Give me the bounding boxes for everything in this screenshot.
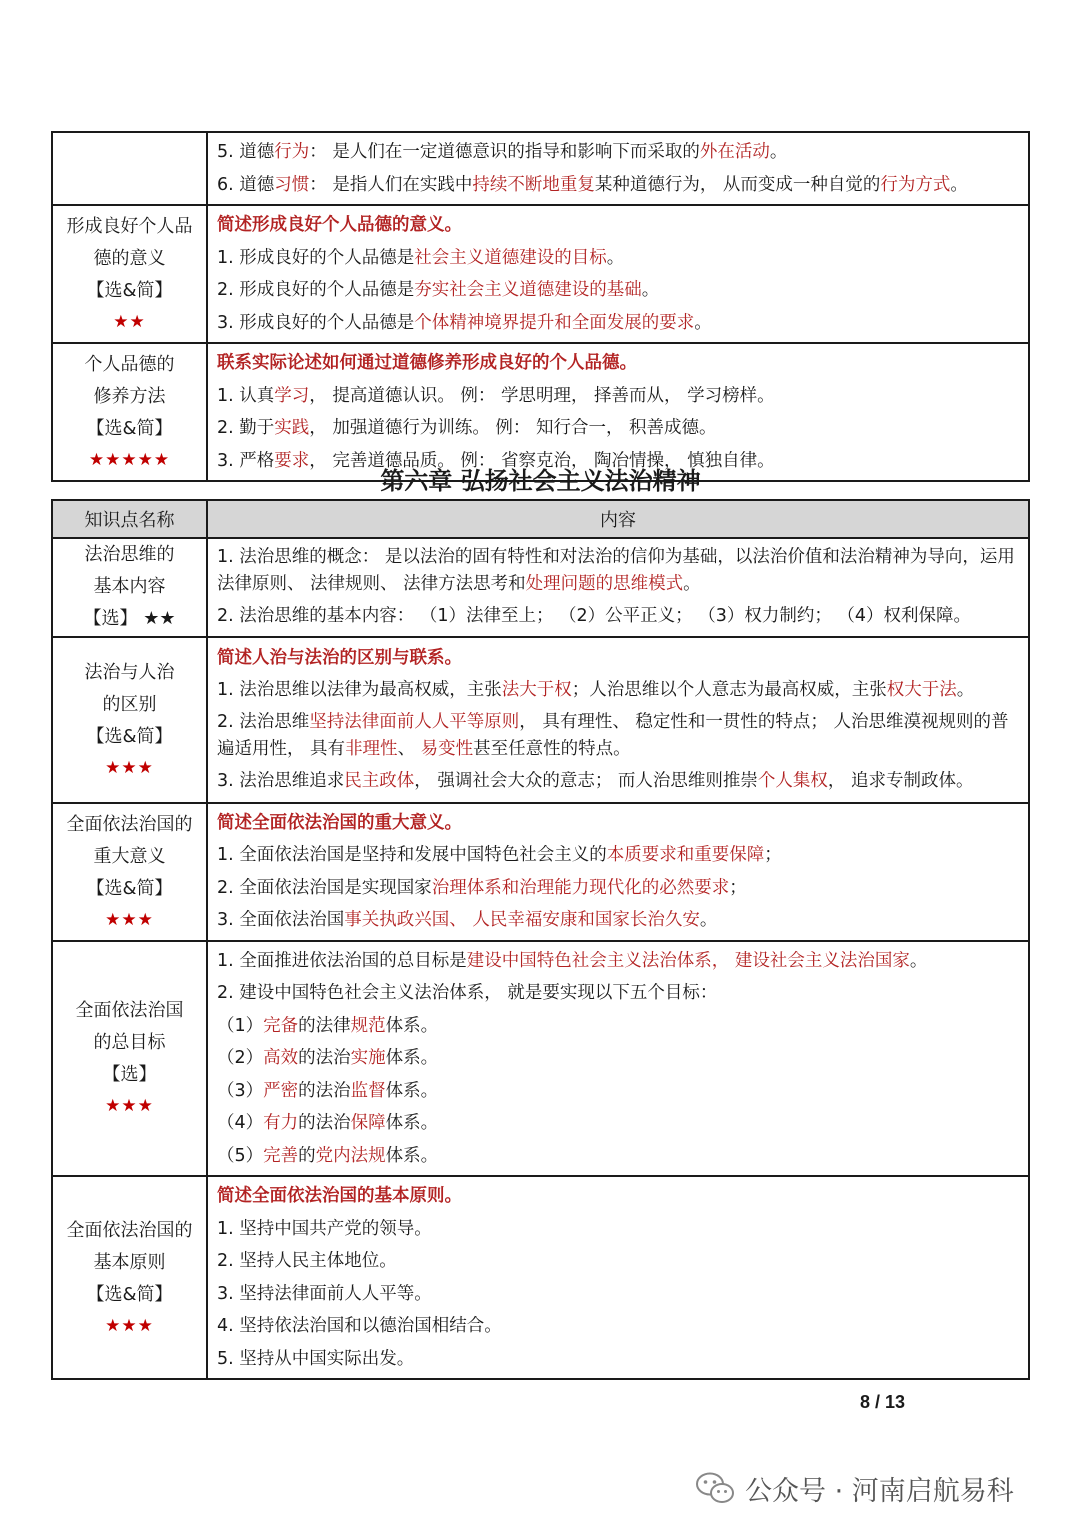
highlight-text: 权大于法	[886, 680, 957, 701]
highlight-text: 高效	[263, 1048, 299, 1068]
body-text: 。	[956, 680, 975, 701]
knowledge-name-line: 全面依法治国	[75, 1000, 184, 1022]
content-line	[217, 839, 1020, 872]
highlight-text: 严密	[263, 1080, 299, 1101]
body-text: 。	[950, 174, 968, 195]
body-text: （2）	[217, 1048, 264, 1068]
body-text: 的法律	[298, 1015, 351, 1036]
knowledge-name-cell	[52, 132, 207, 205]
footer-text: 公众号 · 河南启航易科	[745, 1475, 1014, 1507]
content-line	[217, 1278, 1020, 1311]
highlight-text: 本质要求和重要保障	[606, 845, 765, 865]
importance-stars: ★★★	[105, 909, 154, 930]
table-row	[52, 205, 1029, 343]
highlight-text: 要求	[274, 450, 310, 471]
highlight-text: 行为方式	[880, 174, 951, 195]
highlight-text: 有力	[263, 1113, 299, 1133]
content-cell	[207, 132, 1029, 205]
knowledge-name-line: 【选&简】	[86, 1283, 173, 1305]
highlight-text: 易变性	[420, 738, 474, 759]
table-row	[52, 343, 1029, 481]
importance-stars: ★★	[113, 312, 146, 332]
body-text: 2. 勤于	[217, 418, 275, 438]
content-line	[217, 945, 1020, 978]
body-text: ， 强调社会大众的意志； 而人治思维则推崇	[414, 770, 758, 791]
highlight-text: 党内法规	[315, 1145, 386, 1166]
content-line	[217, 872, 1020, 905]
highlight-text: 坚持法律面前人人平等原则	[309, 711, 520, 732]
content-line	[217, 169, 1020, 202]
knowledge-name-cell	[52, 637, 207, 803]
body-text: ；	[764, 845, 782, 865]
body-text: 体系。	[385, 1145, 439, 1166]
body-text: 1. 全面推进依法治国的总目标是	[217, 950, 467, 971]
body-text: ；	[729, 877, 747, 898]
knowledge-name-line: 重大意义	[93, 845, 166, 867]
knowledge-name-cell	[52, 941, 207, 1177]
body-text: 1. 法治思维以法律为最高权威，主张	[217, 680, 502, 701]
table-row	[52, 538, 1029, 637]
knowledge-name-cell	[52, 205, 207, 343]
knowledge-name-line: 【选】	[102, 1064, 157, 1086]
knowledge-name-line: 【选&简】	[86, 725, 173, 747]
highlight-text: 完善	[263, 1145, 299, 1166]
table-row	[52, 132, 1029, 205]
body-text: 。	[694, 312, 712, 333]
body-text: 的	[298, 1145, 316, 1166]
highlight-text: 学习	[274, 385, 310, 406]
content-line	[217, 307, 1020, 340]
highlight-text: 实施	[350, 1048, 386, 1068]
highlight-text: 社会主义道德建设的目标	[414, 247, 607, 268]
content-line	[217, 1042, 1020, 1075]
table-header-row	[52, 500, 1029, 538]
content-line	[217, 765, 1020, 798]
footer-watermark	[695, 1466, 1014, 1510]
highlight-text: 非理性	[345, 738, 398, 759]
importance-stars: ★★★	[105, 757, 154, 778]
content-line	[217, 542, 1020, 600]
highlight-text: 实践	[274, 418, 310, 438]
knowledge-table-chapter6	[51, 499, 1030, 1380]
body-text: 1. 法治思维的概念： 是以法治的固有特性和对法治的信仰为基础，以法治价值和法治精神为导向，运用法律原则、 法律规则、 法律方法思考和	[217, 547, 1015, 594]
highlight-text: 保障	[350, 1113, 386, 1133]
highlight-text: 建设中国特色社会主义法治体系， 建设社会主义法治国家	[466, 950, 910, 971]
body-text: ， 完善道德品质。 例： 省察克治， 陶冶情操， 慎独自律。	[309, 450, 775, 471]
body-text: 2. 全面依法治国是实现国家	[217, 877, 432, 898]
body-text: 体系。	[385, 1015, 439, 1036]
body-text: （3）	[217, 1080, 264, 1101]
body-text: 5. 坚持从中国实际出发。	[217, 1348, 415, 1369]
content-line	[217, 1140, 1020, 1173]
content-line	[217, 242, 1020, 275]
body-text: 的法治	[298, 1048, 351, 1068]
content-line	[217, 642, 1020, 675]
highlight-text: 监督	[350, 1080, 386, 1101]
highlight-text: 民主政体	[344, 770, 415, 791]
table-row	[52, 941, 1029, 1177]
knowledge-table-top	[51, 131, 1030, 482]
highlight-text: 个人集权	[757, 770, 828, 791]
body-text: 1. 坚持中国共产党的领导。	[217, 1218, 432, 1239]
header-content: 内容	[207, 500, 1029, 538]
body-text: 、	[397, 738, 421, 759]
question-text: 联系实际论述如何通过道德修养形成良好的个人品德。	[217, 353, 637, 373]
body-text: 甚至任意性的特点。	[473, 738, 631, 759]
body-text: ， 提高道德认识。 例： 学思明理， 择善而从， 学习榜样。	[309, 385, 775, 406]
body-text: 。	[606, 247, 625, 268]
content-line	[217, 904, 1020, 937]
content-line	[217, 1213, 1020, 1246]
body-text: 的法治	[298, 1080, 351, 1101]
content-line	[217, 1107, 1020, 1140]
knowledge-name-line: 基本内容	[93, 576, 166, 598]
knowledge-name-line: 全面依法治国的	[66, 1219, 193, 1241]
knowledge-name-line: 法治思维的	[84, 544, 175, 566]
knowledge-name-line: 【选&简】	[86, 877, 173, 899]
body-text: 5. 道德	[217, 142, 275, 162]
body-text: ， 具有理性、 稳定性和一贯性的特点； 人治思维漠视规则的普遍适用性， 具有	[217, 711, 1009, 759]
content-cell	[207, 637, 1029, 803]
highlight-text: 行为	[274, 142, 310, 162]
content-cell	[207, 343, 1029, 481]
body-text: ；人治思维以个人意志为最高权威，主张	[571, 680, 887, 701]
body-text: 。	[683, 574, 701, 594]
content-line	[217, 674, 1020, 707]
question-text: 简述人治与法治的区别与联系。	[217, 647, 462, 668]
content-cell	[207, 538, 1029, 637]
body-text: 2. 建设中国特色社会主义法治体系， 就是要实现以下五个目标：	[217, 983, 718, 1003]
body-text: 2. 法治思维的基本内容： （1）法律至上； （2）公平正义； （3）权力制约； （4）权利保障。	[217, 606, 972, 626]
content-line	[217, 600, 1020, 633]
content-line	[217, 412, 1020, 445]
highlight-text: 夯实社会主义道德建设的基础	[414, 280, 642, 300]
highlight-text: 治理体系和治理能力现代化的必然要求	[431, 877, 730, 898]
body-text: ： 是人们在一定道德意识的指导和影响下而采取的	[309, 142, 700, 162]
content-cell	[207, 803, 1029, 941]
question-text: 简述全面依法治国的基本原则。	[217, 1186, 462, 1206]
body-text: 3. 严格	[217, 450, 275, 471]
knowledge-name-cell	[52, 803, 207, 941]
highlight-text: 习惯	[274, 174, 310, 195]
content-cell	[207, 941, 1029, 1177]
importance-stars: ★★★	[105, 1315, 154, 1336]
content-line	[217, 274, 1020, 307]
knowledge-name-line: 【选】 ★★	[83, 608, 176, 630]
content-cell	[207, 1176, 1029, 1379]
importance-stars: ★★★	[105, 1096, 154, 1117]
content-line	[217, 1310, 1020, 1343]
header-knowledge-name: 知识点名称	[52, 500, 207, 538]
knowledge-name-line: 形成良好个人品	[66, 216, 193, 237]
body-text: 3. 全面依法治国	[217, 910, 345, 930]
content-line	[217, 1245, 1020, 1278]
knowledge-name-line: 【选&简】	[86, 418, 173, 439]
body-text: 体系。	[385, 1113, 439, 1133]
highlight-text: 持续不断地重复	[472, 174, 595, 195]
content-line	[217, 136, 1020, 169]
knowledge-name-line: 基本原则	[93, 1251, 166, 1273]
table-row	[52, 1176, 1029, 1379]
content-line	[217, 707, 1020, 765]
body-text: 1. 认真	[217, 385, 275, 406]
highlight-text: 规范	[350, 1015, 386, 1036]
knowledge-name-line: 的区别	[102, 693, 157, 715]
body-text: （4）	[217, 1113, 264, 1133]
body-text: 2. 法治思维	[217, 711, 310, 732]
body-text: 6. 道德	[217, 174, 275, 195]
body-text: 3. 法治思维追求	[217, 770, 345, 791]
knowledge-name-cell	[52, 343, 207, 481]
content-line	[217, 1075, 1020, 1108]
highlight-text: 个体精神境界提升和全面发展的要求	[414, 312, 695, 333]
content-line	[217, 347, 1020, 380]
content-line	[217, 1180, 1020, 1213]
table-row	[52, 803, 1029, 941]
page-number: 8 / 13	[860, 1392, 906, 1412]
highlight-text: 处理问题的思维模式	[525, 574, 684, 594]
content-line	[217, 977, 1020, 1010]
chapter-title: 第六章 弘扬社会主义法治精神	[380, 467, 701, 495]
knowledge-name-cell	[52, 1176, 207, 1379]
highlight-text: 事关执政兴国、 人民幸福安康和国家长治久安	[344, 910, 700, 930]
question-text: 简述全面依法治国的重大意义。	[217, 812, 462, 833]
knowledge-name-line: 德的意义	[93, 248, 166, 269]
knowledge-name-line: 法治与人治	[84, 661, 175, 683]
body-text: 。	[699, 910, 718, 930]
wechat-icon	[695, 1471, 735, 1505]
body-text: 1. 全面依法治国是坚持和发展中国特色社会主义的	[217, 845, 607, 865]
knowledge-name-line: 个人品德的	[84, 354, 175, 375]
body-text: ， 追求专制政体。	[827, 770, 974, 791]
body-text: 4. 坚持依法治国和以德治国相结合。	[217, 1316, 502, 1336]
body-text: 的法治	[298, 1113, 351, 1133]
knowledge-name-line: 修养方法	[93, 386, 166, 407]
content-cell	[207, 205, 1029, 343]
body-text: 。	[641, 280, 660, 300]
content-line	[217, 807, 1020, 840]
body-text: ： 是指人们在实践中	[309, 174, 473, 195]
body-text: 2. 形成良好的个人品德是	[217, 280, 415, 300]
body-text: 3. 形成良好的个人品德是	[217, 312, 415, 333]
body-text: 体系。	[385, 1048, 439, 1068]
highlight-text: 外在活动	[699, 142, 770, 162]
body-text: （1）	[217, 1015, 264, 1036]
body-text: 。	[909, 950, 928, 971]
body-text: 2. 坚持人民主体地位。	[217, 1251, 397, 1271]
knowledge-name-line: 【选&简】	[86, 280, 173, 301]
highlight-text: 完备	[263, 1015, 299, 1036]
body-text: （5）	[217, 1145, 264, 1166]
content-line	[217, 1343, 1020, 1376]
body-text: 3. 坚持法律面前人人平等。	[217, 1283, 432, 1304]
content-line	[217, 209, 1020, 242]
body-text: 体系。	[385, 1080, 439, 1101]
question-text: 简述形成良好个人品德的意义。	[217, 215, 462, 235]
importance-stars: ★★★★★	[88, 450, 171, 470]
knowledge-name-cell	[52, 538, 207, 637]
body-text: 1. 形成良好的个人品德是	[217, 247, 415, 268]
content-line	[217, 1010, 1020, 1043]
body-text: 。	[769, 142, 788, 162]
knowledge-name-line: 的总目标	[93, 1032, 166, 1054]
content-line	[217, 380, 1020, 413]
knowledge-name-line: 全面依法治国的	[66, 813, 193, 835]
body-text: 某种道德行为， 从而变成一种自觉的	[594, 174, 881, 195]
table-row	[52, 637, 1029, 803]
highlight-text: 法大于权	[501, 680, 572, 701]
body-text: ， 加强道德行为训练。 例： 知行合一， 积善成德。	[309, 418, 717, 438]
